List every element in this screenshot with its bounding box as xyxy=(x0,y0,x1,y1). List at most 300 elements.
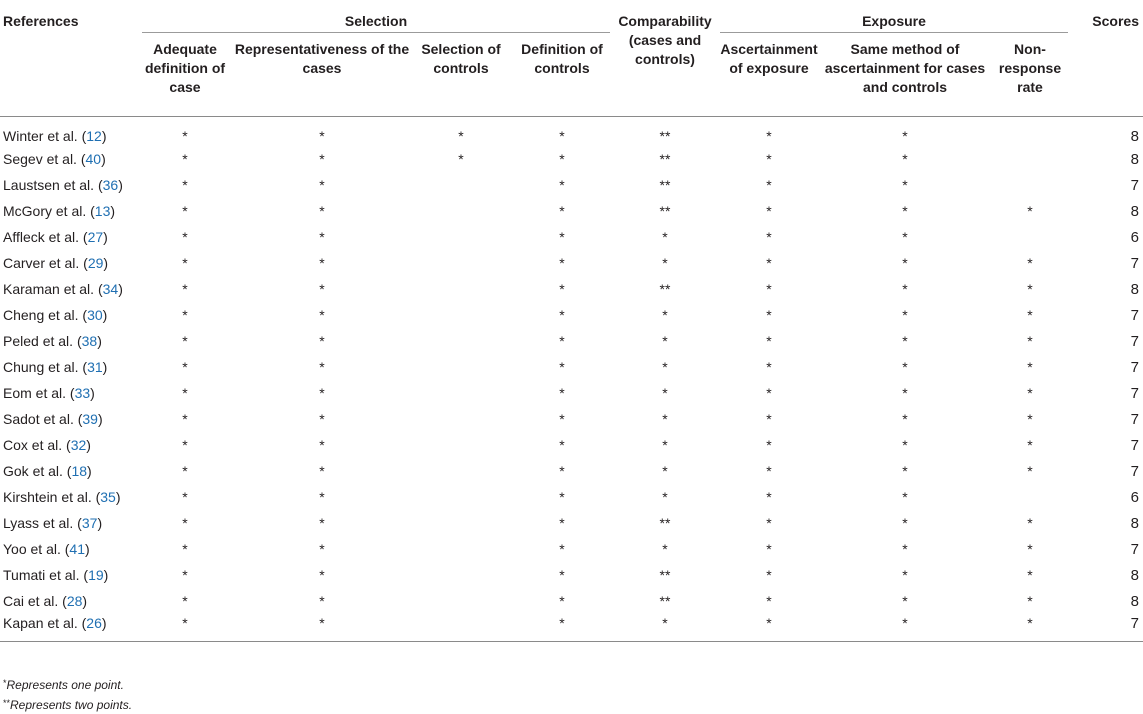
same-method-cell: * xyxy=(902,462,908,479)
reference-cell xyxy=(0,484,138,510)
representativeness-cell: * xyxy=(319,332,325,349)
footnote-one-text: Represents one point. xyxy=(6,678,124,692)
adequate-definition-cell: * xyxy=(182,306,188,323)
author-name: Gok et al. ( xyxy=(3,462,72,479)
footnote-one-point xyxy=(3,674,132,694)
selection-of-controls-cell xyxy=(412,432,510,458)
same-method-cell: * xyxy=(902,202,908,219)
score-cell: 7 xyxy=(1130,436,1139,454)
table-row xyxy=(0,224,1143,250)
citation-close: ) xyxy=(90,384,95,401)
comparability-cell: * xyxy=(662,436,668,453)
footnote-two-points xyxy=(3,694,132,714)
selection-of-controls-cell xyxy=(412,354,510,380)
representativeness-cell: * xyxy=(319,306,325,323)
citation-close: ) xyxy=(97,410,103,427)
selection-of-controls-cell xyxy=(412,588,510,614)
adequate-definition-cell: * xyxy=(182,228,188,245)
author-name: Lyass et al. ( xyxy=(3,514,82,531)
representativeness-cell: * xyxy=(319,566,325,583)
citation-link[interactable]: 35 xyxy=(100,488,116,505)
adequate-definition-cell: * xyxy=(182,254,188,271)
exposure-group-header xyxy=(716,0,1072,40)
table-row xyxy=(0,354,1143,380)
selection-of-controls-cell xyxy=(412,172,510,198)
exposure-header-label: Exposure xyxy=(862,13,926,29)
same-method-cell: * xyxy=(902,176,908,193)
selection-of-controls-cell xyxy=(412,328,510,354)
score-cell: 8 xyxy=(1130,592,1139,610)
score-cell: 8 xyxy=(1130,202,1139,220)
table-row xyxy=(0,328,1143,354)
table-row xyxy=(0,172,1143,198)
citation-close: ) xyxy=(101,150,106,167)
citation-link[interactable]: 18 xyxy=(71,462,88,479)
author-name: Yoo et al. ( xyxy=(3,540,70,557)
reference-cell xyxy=(0,536,138,562)
same-method-cell: * xyxy=(902,332,908,349)
adequate-definition-cell: * xyxy=(182,202,188,219)
definition-of-controls-cell: * xyxy=(559,280,565,297)
score-cell: 6 xyxy=(1130,488,1139,506)
reference-cell xyxy=(0,198,138,224)
nonresponse-cell: * xyxy=(1027,410,1033,427)
comparability-cell: ** xyxy=(659,150,671,167)
same-method-cell: * xyxy=(902,306,908,323)
reference-cell xyxy=(0,354,138,380)
ascertainment-cell: * xyxy=(766,615,772,631)
score-cell: 7 xyxy=(1130,615,1139,632)
score-cell: 7 xyxy=(1130,410,1139,428)
selection-of-controls-cell: * xyxy=(458,150,464,167)
same-method-cell: * xyxy=(902,150,908,167)
author-name: Cox et al. ( xyxy=(3,436,71,453)
ascertainment-cell: * xyxy=(766,436,772,453)
citation-link[interactable]: 29 xyxy=(87,254,104,271)
citation-link[interactable]: 12 xyxy=(86,128,102,144)
selection-of-controls-cell xyxy=(412,224,510,250)
citation-link[interactable]: 36 xyxy=(102,176,119,193)
selection-of-controls-cell xyxy=(412,380,510,406)
comparability-cell: * xyxy=(662,410,668,427)
adequate-definition-cell: * xyxy=(182,150,188,167)
representativeness-cell: * xyxy=(319,128,325,144)
same-method-cell: * xyxy=(902,384,908,401)
citation-close: ) xyxy=(86,436,91,453)
reference-cell xyxy=(0,406,138,432)
ascertainment-cell: * xyxy=(766,566,772,583)
adequate-definition-cell: * xyxy=(182,384,188,401)
selection-of-controls-cell xyxy=(412,510,510,536)
adequate-definition-cell: * xyxy=(182,615,188,631)
adequate-definition-cell: * xyxy=(182,332,188,349)
selection-of-controls-cell xyxy=(412,406,510,432)
citation-close: ) xyxy=(115,488,121,505)
score-cell: 8 xyxy=(1130,128,1139,145)
score-cell: 7 xyxy=(1130,384,1139,402)
citation-link[interactable]: 13 xyxy=(94,202,111,219)
score-cell: 8 xyxy=(1130,566,1139,584)
definition-of-controls-cell: * xyxy=(559,202,565,219)
table-row xyxy=(0,302,1143,328)
nonresponse-cell: * xyxy=(1027,436,1033,453)
table-row xyxy=(0,380,1143,406)
ascertainment-cell: * xyxy=(766,202,772,219)
representativeness-cell: * xyxy=(319,150,325,167)
citation-link[interactable]: 34 xyxy=(102,280,119,297)
citation-close: ) xyxy=(97,332,102,349)
citation-close: ) xyxy=(103,254,109,271)
nonresponse-header: Non-response rate xyxy=(998,41,1062,95)
reference-cell xyxy=(0,328,138,354)
same-method-cell: * xyxy=(902,436,908,453)
score-cell: 7 xyxy=(1130,176,1139,194)
representativeness-cell: * xyxy=(319,254,325,271)
same-method-cell: * xyxy=(902,514,908,531)
citation-link[interactable]: 26 xyxy=(86,615,102,631)
nonresponse-cell: * xyxy=(1027,358,1033,375)
representativeness-cell: * xyxy=(319,384,325,401)
score-cell: 7 xyxy=(1130,462,1139,480)
citation-close: ) xyxy=(103,566,109,583)
citation-link[interactable]: 40 xyxy=(85,150,102,167)
reference-cell xyxy=(0,510,138,536)
definition-of-controls-cell: * xyxy=(559,150,565,167)
same-method-cell: * xyxy=(902,615,908,631)
citation-close: ) xyxy=(103,228,108,245)
citation-link[interactable]: 27 xyxy=(87,228,104,245)
same-method-cell: * xyxy=(902,280,908,297)
table-row xyxy=(0,458,1143,484)
table-row xyxy=(0,588,1143,614)
ascertainment-cell: * xyxy=(766,176,772,193)
representativeness-cell: * xyxy=(319,436,325,453)
reference-cell xyxy=(0,172,138,198)
ascertainment-cell: * xyxy=(766,128,772,144)
scores-header: Scores xyxy=(1092,13,1139,29)
definition-of-controls-cell: * xyxy=(559,358,565,375)
comparability-cell: * xyxy=(662,306,668,323)
adequate-definition-cell: * xyxy=(182,514,188,531)
nonresponse-cell xyxy=(988,146,1072,172)
nonresponse-cell xyxy=(988,224,1072,250)
score-cell: 8 xyxy=(1130,514,1139,532)
comparability-cell: * xyxy=(662,358,668,375)
definition-of-controls-cell: * xyxy=(559,488,565,505)
nonresponse-cell: * xyxy=(1027,514,1033,531)
definition-of-controls-cell: * xyxy=(559,384,565,401)
citation-link[interactable]: 31 xyxy=(87,358,103,375)
selection-of-controls-cell xyxy=(412,562,510,588)
ascertainment-cell: * xyxy=(766,488,772,505)
author-name: Winter et al. ( xyxy=(3,128,87,144)
adequate-definition-cell: * xyxy=(182,358,188,375)
representativeness-cell: * xyxy=(319,228,325,245)
ascertainment-cell: * xyxy=(766,254,772,271)
comparability-cell: * xyxy=(662,488,668,505)
citation-close: ) xyxy=(82,592,88,609)
nonresponse-cell: * xyxy=(1027,384,1033,401)
footnotes xyxy=(3,674,132,714)
table-row xyxy=(0,536,1143,562)
citation-close: ) xyxy=(101,615,107,631)
author-name: Tumati et al. ( xyxy=(3,566,89,583)
citation-link[interactable]: 33 xyxy=(74,384,91,401)
score-cell: 7 xyxy=(1130,540,1139,558)
reference-cell xyxy=(0,380,138,406)
reference-cell xyxy=(0,117,138,147)
ascertainment-cell: * xyxy=(766,306,772,323)
ascertainment-cell: * xyxy=(766,228,772,245)
author-name: Chung et al. ( xyxy=(3,358,88,375)
table-row xyxy=(0,406,1143,432)
nonresponse-cell xyxy=(988,484,1072,510)
citation-link[interactable]: 38 xyxy=(81,332,98,349)
ascertainment-cell: * xyxy=(766,358,772,375)
nonresponse-cell: * xyxy=(1027,306,1033,323)
comparability-cell: * xyxy=(662,540,668,557)
nonresponse-cell: * xyxy=(1027,280,1033,297)
citation-close: ) xyxy=(101,128,107,144)
footnote-two-text: Represents two points. xyxy=(10,698,133,712)
author-name: Sadot et al. ( xyxy=(3,410,83,427)
table-row xyxy=(0,198,1143,224)
same-method-cell: * xyxy=(902,128,908,144)
author-name: Cheng et al. ( xyxy=(3,306,88,323)
score-cell: 6 xyxy=(1130,228,1139,246)
author-name: Segev et al. ( xyxy=(3,150,86,167)
table-row xyxy=(0,276,1143,302)
selection-of-controls-cell xyxy=(412,302,510,328)
author-name: Carver et al. ( xyxy=(3,254,88,271)
comparability-cell: * xyxy=(662,384,668,401)
selection-group-header xyxy=(138,0,614,40)
comparability-cell: ** xyxy=(659,566,671,583)
comparability-cell: * xyxy=(662,254,668,271)
comparability-cell: ** xyxy=(659,592,671,609)
representativeness-header: Representativeness of the cases xyxy=(234,41,410,76)
nonresponse-cell xyxy=(988,172,1072,198)
ascertainment-cell: * xyxy=(766,592,772,609)
author-name: Karaman et al. ( xyxy=(3,280,103,297)
adequate-definition-cell: * xyxy=(182,280,188,297)
citation-close: ) xyxy=(87,462,92,479)
selection-of-controls-cell xyxy=(412,484,510,510)
ascertainment-cell: * xyxy=(766,540,772,557)
table-row xyxy=(0,250,1143,276)
adequate-definition-cell: * xyxy=(182,540,188,557)
citation-link[interactable]: 41 xyxy=(69,540,85,557)
table-body xyxy=(0,117,1143,642)
definition-of-controls-cell: * xyxy=(559,615,565,631)
comparability-cell: * xyxy=(662,615,668,631)
nonresponse-cell: * xyxy=(1027,462,1033,479)
representativeness-cell: * xyxy=(319,462,325,479)
representativeness-cell: * xyxy=(319,410,325,427)
ascertainment-cell: * xyxy=(766,462,772,479)
definition-of-controls-cell: * xyxy=(559,592,565,609)
comparability-cell: ** xyxy=(659,514,671,531)
citation-close: ) xyxy=(118,280,123,297)
nonresponse-cell: * xyxy=(1027,254,1033,271)
citation-close: ) xyxy=(110,202,116,219)
citation-close: ) xyxy=(97,514,103,531)
citation-link[interactable]: 37 xyxy=(81,514,98,531)
definition-of-controls-cell: * xyxy=(559,436,565,453)
adequate-definition-cell: * xyxy=(182,566,188,583)
ascertainment-cell: * xyxy=(766,280,772,297)
score-cell: 8 xyxy=(1130,150,1139,168)
comparability-cell: ** xyxy=(659,280,671,297)
reference-cell xyxy=(0,302,138,328)
reference-cell xyxy=(0,224,138,250)
same-method-cell: * xyxy=(902,228,908,245)
ascertainment-header: Ascertainment of exposure xyxy=(720,41,818,76)
ascertainment-cell: * xyxy=(766,410,772,427)
score-cell: 7 xyxy=(1130,254,1139,272)
author-name: Kapan et al. ( xyxy=(3,615,87,631)
same-method-cell: * xyxy=(902,488,908,505)
selection-of-controls-cell xyxy=(412,614,510,642)
comparability-cell: * xyxy=(662,332,668,349)
selection-header-label: Selection xyxy=(344,13,408,29)
definition-of-controls-cell: * xyxy=(559,462,565,479)
adequate-definition-cell: * xyxy=(182,128,188,144)
nonresponse-cell: * xyxy=(1027,592,1033,609)
citation-link[interactable]: 19 xyxy=(88,566,104,583)
citation-close: ) xyxy=(118,176,123,193)
citation-link[interactable]: 30 xyxy=(87,306,103,323)
reference-cell xyxy=(0,432,138,458)
score-cell: 7 xyxy=(1130,332,1139,350)
same-method-cell: * xyxy=(902,592,908,609)
selection-of-controls-cell: * xyxy=(458,128,464,144)
same-method-cell: * xyxy=(902,540,908,557)
citation-link[interactable]: 32 xyxy=(70,436,87,453)
same-method-cell: * xyxy=(902,358,908,375)
citation-close: ) xyxy=(102,306,108,323)
adequate-definition-cell: * xyxy=(182,488,188,505)
header-row-subcolumns xyxy=(0,40,1143,117)
reference-cell xyxy=(0,250,138,276)
citation-close: ) xyxy=(85,540,90,557)
adequate-definition-header: Adequate definition of case xyxy=(144,41,226,95)
adequate-definition-cell: * xyxy=(182,410,188,427)
table-row xyxy=(0,117,1143,147)
comparability-cell: * xyxy=(662,228,668,245)
definition-of-controls-cell: * xyxy=(559,540,565,557)
table-row xyxy=(0,432,1143,458)
definition-of-controls-cell: * xyxy=(559,254,565,271)
header-row-groups xyxy=(0,0,1143,40)
score-cell: 7 xyxy=(1130,358,1139,376)
definition-of-controls-cell: * xyxy=(559,514,565,531)
selection-of-controls-cell xyxy=(412,458,510,484)
citation-link[interactable]: 39 xyxy=(82,410,98,427)
nonresponse-cell xyxy=(988,117,1072,147)
representativeness-cell: * xyxy=(319,358,325,375)
definition-of-controls-cell: * xyxy=(559,228,565,245)
author-name: McGory et al. ( xyxy=(3,202,95,219)
nonresponse-cell: * xyxy=(1027,615,1033,631)
reference-cell xyxy=(0,588,138,614)
adequate-definition-cell: * xyxy=(182,592,188,609)
footnote-one-mark: * xyxy=(3,678,7,688)
same-method-cell: * xyxy=(902,410,908,427)
definition-of-controls-cell: * xyxy=(559,176,565,193)
same-method-cell: * xyxy=(902,566,908,583)
ascertainment-cell: * xyxy=(766,514,772,531)
references-header: References xyxy=(3,13,79,29)
table-row xyxy=(0,510,1143,536)
comparability-cell: * xyxy=(662,462,668,479)
representativeness-cell: * xyxy=(319,202,325,219)
author-name: Peled et al. ( xyxy=(3,332,82,349)
representativeness-cell: * xyxy=(319,592,325,609)
comparability-header: Comparability (cases and controls) xyxy=(618,13,712,67)
comparability-cell: ** xyxy=(659,202,671,219)
definition-of-controls-cell: * xyxy=(559,306,565,323)
comparability-cell: ** xyxy=(659,128,671,144)
reference-cell xyxy=(0,458,138,484)
selection-of-controls-cell xyxy=(412,276,510,302)
score-cell: 7 xyxy=(1130,306,1139,324)
selection-of-controls-cell xyxy=(412,250,510,276)
definition-of-controls-header: Definition of controls xyxy=(521,41,603,76)
same-method-cell: * xyxy=(902,254,908,271)
table-row xyxy=(0,484,1143,510)
adequate-definition-cell: * xyxy=(182,436,188,453)
definition-of-controls-cell: * xyxy=(559,128,565,144)
representativeness-cell: * xyxy=(319,488,325,505)
adequate-definition-cell: * xyxy=(182,462,188,479)
ascertainment-cell: * xyxy=(766,384,772,401)
table-row xyxy=(0,614,1143,642)
nonresponse-cell: * xyxy=(1027,566,1033,583)
reference-cell xyxy=(0,276,138,302)
representativeness-cell: * xyxy=(319,280,325,297)
author-name: Affleck et al. ( xyxy=(3,228,88,245)
adequate-definition-cell: * xyxy=(182,176,188,193)
author-name: Cai et al. ( xyxy=(3,592,67,609)
representativeness-cell: * xyxy=(319,540,325,557)
nonresponse-cell: * xyxy=(1027,332,1033,349)
score-cell: 8 xyxy=(1130,280,1139,298)
citation-close: ) xyxy=(102,358,108,375)
selection-of-controls-header: Selection of controls xyxy=(421,41,501,76)
ascertainment-cell: * xyxy=(766,332,772,349)
author-name: Kirshtein et al. ( xyxy=(3,488,101,505)
comparability-cell: ** xyxy=(659,176,671,193)
definition-of-controls-cell: * xyxy=(559,410,565,427)
definition-of-controls-cell: * xyxy=(559,332,565,349)
table-row xyxy=(0,562,1143,588)
ascertainment-cell: * xyxy=(766,150,772,167)
author-name: Laustsen et al. ( xyxy=(3,176,103,193)
footnote-two-mark: ** xyxy=(3,698,11,708)
reference-cell xyxy=(0,614,138,642)
representativeness-cell: * xyxy=(319,514,325,531)
representativeness-cell: * xyxy=(319,176,325,193)
definition-of-controls-cell: * xyxy=(559,566,565,583)
selection-of-controls-cell xyxy=(412,536,510,562)
citation-link[interactable]: 28 xyxy=(66,592,83,609)
author-name: Eom et al. ( xyxy=(3,384,75,401)
reference-cell xyxy=(0,146,138,172)
nonresponse-cell: * xyxy=(1027,202,1033,219)
nonresponse-cell: * xyxy=(1027,540,1033,557)
selection-of-controls-cell xyxy=(412,198,510,224)
